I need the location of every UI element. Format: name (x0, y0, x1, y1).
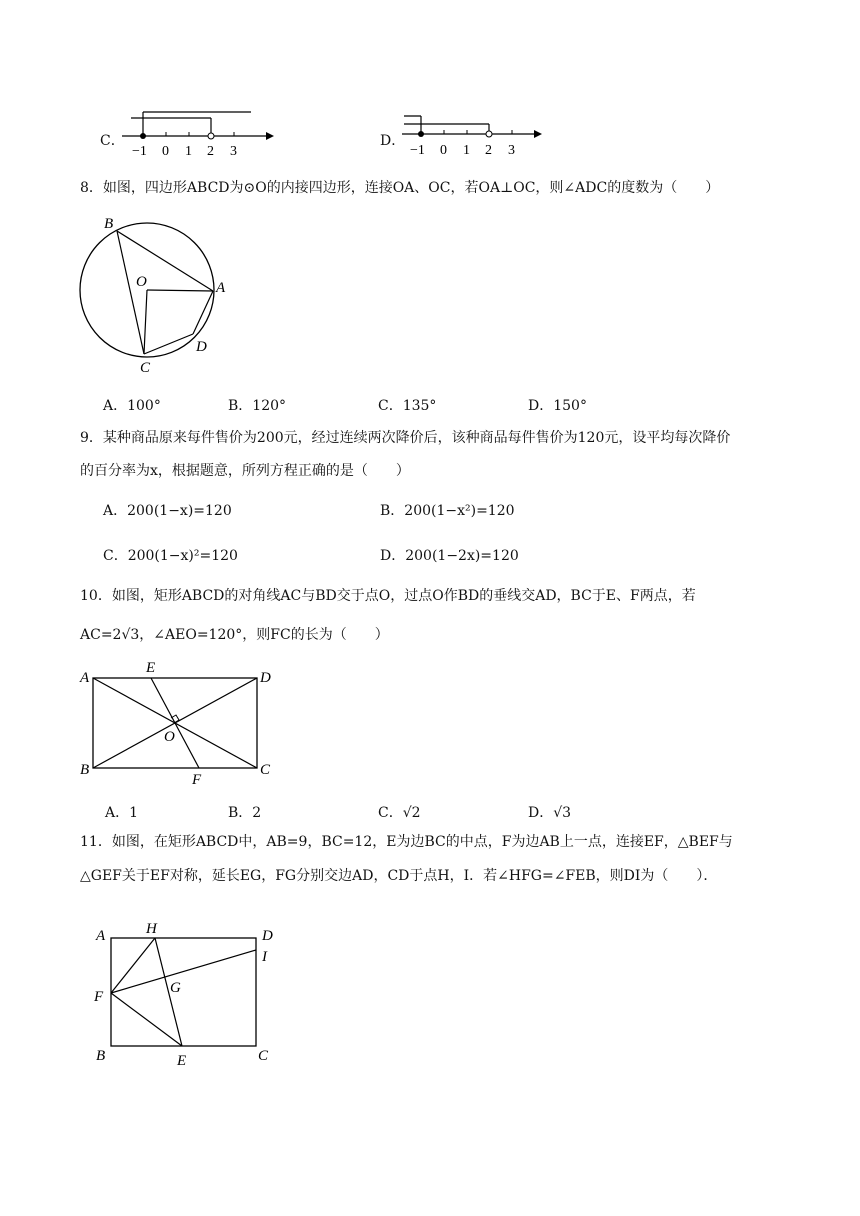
q8-option-b[interactable]: B．120° (228, 398, 287, 414)
tick-label: 0 (162, 144, 169, 158)
tick-label: −1 (410, 143, 425, 158)
point-label-d: D (260, 670, 271, 686)
tick-label: 2 (485, 143, 492, 158)
q9-option-b[interactable]: B．200(1−x²)=120 (380, 503, 515, 519)
tick-label: 1 (463, 143, 470, 158)
point-label-h: H (146, 921, 157, 937)
q8-option-d[interactable]: D．150° (528, 398, 587, 414)
point-label-o: O (164, 729, 175, 745)
point-label-c: C (260, 762, 271, 778)
point-label-o: O (136, 274, 147, 290)
q11-question-line-1: 11．如图，在矩形ABCD中，AB=9，BC=12，E为边BC的中点，F为边AB上一点，连接EF，△BEF与 (80, 834, 733, 850)
point-label-b: B (80, 762, 90, 778)
point-label-c: C (258, 1048, 269, 1064)
q9-option-c[interactable]: C．200(1−x)²=120 (103, 548, 238, 564)
q7-option-d-number-line (398, 104, 548, 158)
point-label-g: G (170, 980, 181, 996)
tick-label: 0 (440, 143, 447, 158)
q10-option-c[interactable]: C．√2 (378, 805, 421, 821)
tick-label: 3 (508, 143, 515, 158)
q7-option-c-label: C． (100, 133, 125, 149)
point-label-a: A (96, 928, 106, 944)
point-label-e: E (177, 1053, 187, 1069)
q7-option-d-label: D． (380, 133, 406, 149)
q9-question-line-2: 的百分率为x，根据题意，所列方程正确的是（ ） (80, 463, 410, 479)
q10-question-line-1: 10．如图，矩形ABCD的对角线AC与BD交于点O，过点O作BD的垂线交AD，BC于E、F两点，若 (80, 588, 696, 604)
q10-option-b[interactable]: B．2 (228, 805, 262, 821)
point-label-d: D (196, 339, 207, 355)
q10-rectangle-figure (76, 658, 286, 790)
point-label-i: I (262, 949, 267, 965)
tick-label: 2 (207, 144, 214, 158)
q9-option-a[interactable]: A．200(1−x)=120 (103, 503, 232, 519)
point-label-e: E (146, 660, 156, 676)
q10-option-d[interactable]: D．√3 (528, 805, 572, 821)
q8-circle-figure (76, 210, 246, 380)
q10-question-line-2: AC=2√3，∠AEO=120°，则FC的长为（ ） (80, 627, 389, 643)
q9-option-d[interactable]: D．200(1−2x)=120 (380, 548, 519, 564)
point-label-f: F (192, 772, 202, 788)
point-label-a: A (80, 670, 90, 686)
tick-label: −1 (132, 144, 147, 158)
q7-option-c-number-line (118, 104, 278, 158)
q9-question-line-1: 9．某种商品原来每件售价为200元，经过连续两次降价后，该种商品每件售价为120元，设平均每次降价 (80, 430, 731, 446)
q8-question-text: 8．如图，四边形ABCD为⊙O的内接四边形，连接OA、OC，若OA⊥OC，则∠ADC的度数为（ ） (80, 180, 720, 196)
point-label-c: C (140, 360, 151, 376)
q8-option-a[interactable]: A．100° (103, 398, 161, 414)
q11-question-line-2: △GEF关于EF对称，延长EG，FG分别交边AD，CD于点H，I．若∠HFG=∠FEB，则DI为（ ）． (80, 868, 718, 884)
point-label-b: B (96, 1048, 106, 1064)
point-label-f: F (94, 989, 104, 1005)
tick-label: 1 (185, 144, 192, 158)
tick-label: 3 (230, 144, 237, 158)
point-label-d: D (262, 928, 273, 944)
q8-option-c[interactable]: C．135° (378, 398, 437, 414)
point-label-a: A (216, 280, 226, 296)
q11-rectangle-figure (88, 915, 288, 1075)
point-label-b: B (104, 216, 114, 232)
q10-option-a[interactable]: A．1 (105, 805, 139, 821)
